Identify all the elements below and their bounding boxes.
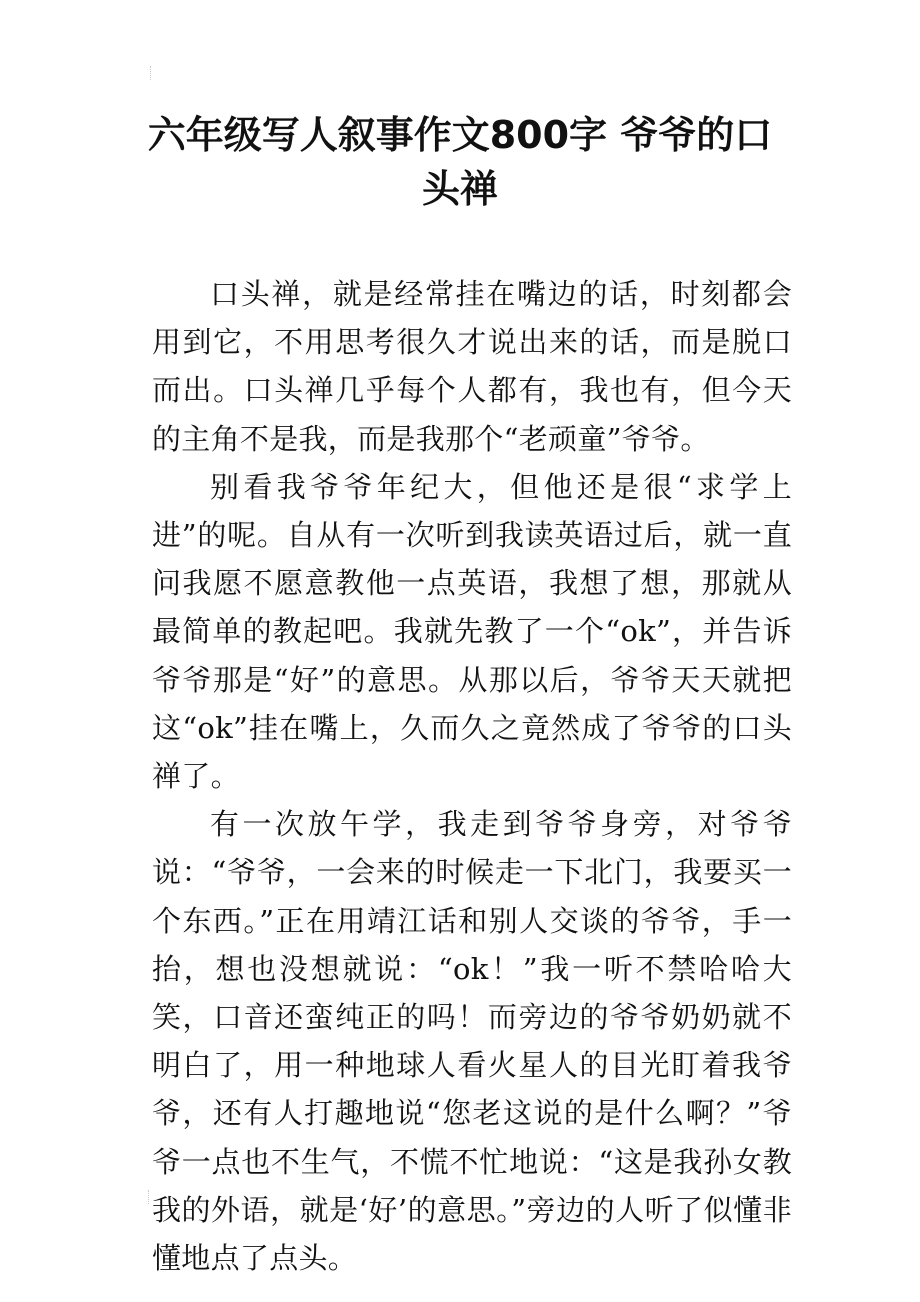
paragraph: 口头禅，就是经常挂在嘴边的话，时刻都会用到它，不用思考很久才说出来的话，而是脱口而出。口头禅几乎每个人都有，我也有，但今天的主角不是我，而是我那个“老顽童”爷爷。	[152, 277, 792, 456]
page-corner-mark	[150, 66, 157, 80]
paragraph: 别看我爷爷年纪大，但他还是很“求学上进”的呢。自从有一次听到我读英语过后，就一直问我愿不愿意教他一点英语，我想了想，那就从最简单的教起吧。我就先教了一个“ok”，并告诉爷爷那是“好”的意思。从那以后，爷爷天天就把这“ok”挂在嘴上，久而久之竟然成了爷爷的口头禅了。	[152, 469, 792, 794]
paragraph: 有一次放午学，我走到爷爷身旁，对爷爷说：“爷爷，一会来的时候走一下北门，我要买一个东西。”正在用靖江话和别人交谈的爷爷，手一抬，想也没想就说：“ok！”我一听不禁哈哈大笑，口音还蛮纯正的吗！而旁边的爷爷奶奶就不明白了，用一种地球人看火星人的目光盯着我爷爷，还有人打趣地说“您老这说的是什么啊？”爷爷一点也不生气，不慌不忙地说：“这是我孙女教我的外语，就是‘好’的意思。”旁边的人听了似懂非懂地点了点头。	[152, 807, 792, 1276]
essay-title: 六年级写人叙事作文800字 爷爷的口头禅	[147, 113, 773, 211]
page-corner-mark	[148, 1190, 155, 1204]
essay-body	[152, 270, 792, 1282]
